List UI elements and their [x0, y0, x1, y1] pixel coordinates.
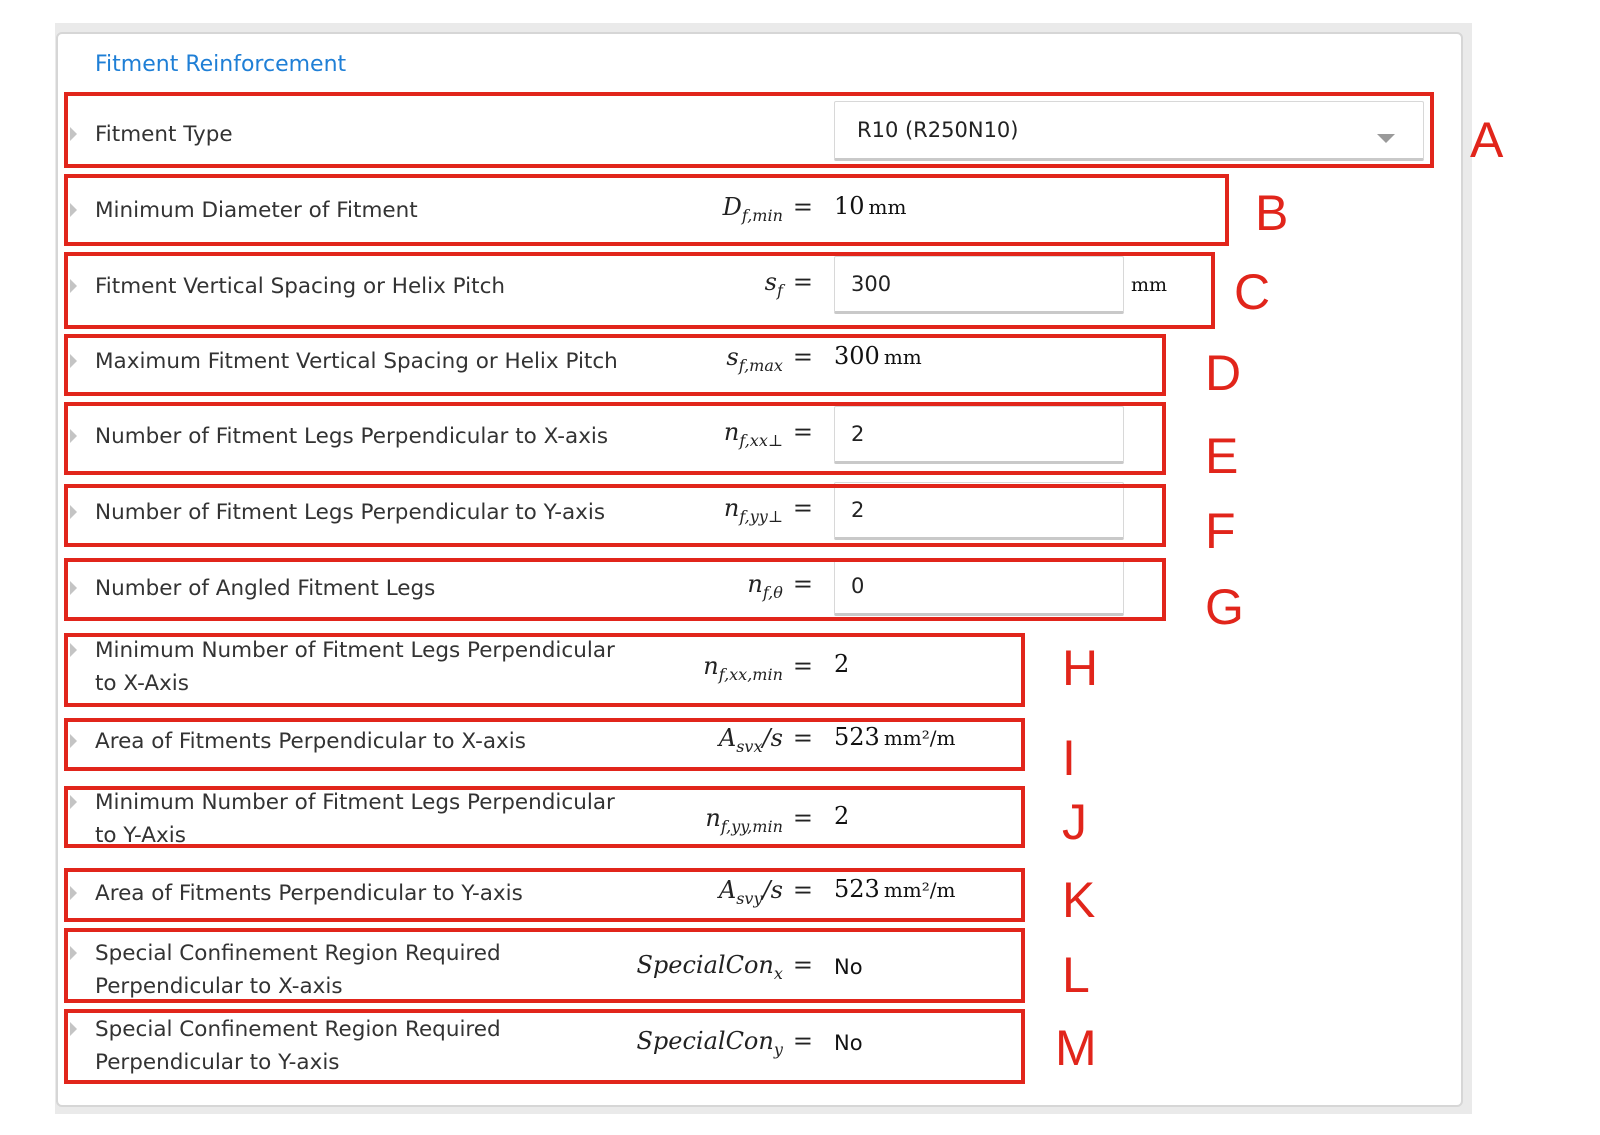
- annotation-letter-k: K: [1062, 872, 1096, 928]
- row-expand-caret-icon[interactable]: [70, 505, 77, 519]
- row-expand-caret-icon[interactable]: [70, 127, 77, 141]
- fitment-type-value: R10 (R250N10): [857, 118, 1019, 142]
- min-legs-x-symbol: $n_{f,xx,min}$ =: [703, 652, 813, 684]
- row-expand-caret-icon[interactable]: [70, 734, 77, 748]
- section-title: Fitment Reinforcement: [95, 52, 347, 77]
- min-diameter-symbol: $D_{f,min}$ =: [722, 193, 813, 225]
- annotation-letter-a: A: [1470, 112, 1504, 168]
- special-x-symbol: SpecialCon$_x$ =: [636, 951, 813, 983]
- min-legs-y-symbol: $n_{f,yy,min}$ =: [705, 804, 813, 836]
- annotation-letter-b: B: [1255, 185, 1289, 241]
- row-expand-caret-icon[interactable]: [70, 581, 77, 595]
- spacing-label: Fitment Vertical Spacing or Helix Pitch: [95, 274, 506, 299]
- legs-angled-symbol: $n_{f,\theta}$ =: [747, 570, 813, 602]
- min-legs-y-value: 2: [834, 802, 850, 830]
- special-y-symbol: SpecialCon$_y$ =: [636, 1027, 813, 1059]
- min-legs-x-label: Minimum Number of Fitment Legs Perpendicular to X-Axis: [95, 638, 615, 696]
- legs-y-label: Number of Fitment Legs Perpendicular to Y-axis: [95, 500, 606, 525]
- row-expand-caret-icon[interactable]: [70, 886, 77, 900]
- max-spacing-label: Maximum Fitment Vertical Spacing or Helix Pitch: [95, 349, 618, 374]
- spacing-unit: mm: [1131, 274, 1168, 296]
- legs-y-input[interactable]: 2: [834, 482, 1124, 540]
- annotation-letter-f: F: [1205, 503, 1236, 559]
- annotation-letter-g: G: [1205, 579, 1244, 635]
- annotation-letter-i: I: [1062, 730, 1076, 786]
- special-y-value: No: [834, 1031, 863, 1055]
- fitment-type-select[interactable]: [834, 101, 1424, 161]
- chevron-down-icon: [1377, 134, 1395, 143]
- row-expand-caret-icon[interactable]: [70, 643, 77, 657]
- annotation-letter-h: H: [1062, 640, 1099, 696]
- legs-x-symbol: $n_{f,xx\perp}$ =: [723, 418, 813, 450]
- row-expand-caret-icon[interactable]: [70, 279, 77, 293]
- max-spacing-value: 300 mm: [834, 342, 922, 370]
- row-expand-caret-icon[interactable]: [70, 795, 77, 809]
- area-x-symbol: $A_{svx}/s$ =: [718, 724, 813, 756]
- area-x-value: 523 mm²/m: [834, 723, 956, 751]
- annotation-letter-m: M: [1055, 1020, 1097, 1076]
- legs-y-symbol: $n_{f,yy\perp}$ =: [723, 494, 813, 526]
- legs-angled-input[interactable]: 0: [834, 558, 1124, 616]
- max-spacing-symbol: $s_{f,max}$ =: [726, 343, 813, 375]
- row-expand-caret-icon[interactable]: [70, 946, 77, 960]
- fitment-type-label: Fitment Type: [95, 122, 233, 147]
- area-y-symbol: $A_{svy}/s$ =: [718, 876, 813, 908]
- row-expand-caret-icon[interactable]: [70, 203, 77, 217]
- annotation-letter-c: C: [1234, 264, 1271, 320]
- row-expand-caret-icon[interactable]: [70, 1022, 77, 1036]
- min-diameter-label: Minimum Diameter of Fitment: [95, 198, 418, 223]
- min-diameter-value: 10 mm: [834, 192, 907, 220]
- area-y-label: Area of Fitments Perpendicular to Y-axis: [95, 881, 523, 906]
- special-x-value: No: [834, 955, 863, 979]
- row-expand-caret-icon[interactable]: [70, 354, 77, 368]
- annotation-letter-e: E: [1205, 428, 1239, 484]
- area-x-label: Area of Fitments Perpendicular to X-axis: [95, 729, 526, 754]
- special-x-label: Special Confinement Region Required Perpendicular to X-axis: [95, 941, 501, 999]
- annotation-letter-j: J: [1062, 794, 1087, 850]
- annotation-letter-l: L: [1062, 947, 1090, 1003]
- special-y-label: Special Confinement Region Required Perpendicular to Y-axis: [95, 1017, 501, 1075]
- area-y-value: 523 mm²/m: [834, 875, 956, 903]
- legs-angled-label: Number of Angled Fitment Legs: [95, 576, 436, 601]
- legs-x-label: Number of Fitment Legs Perpendicular to X-axis: [95, 424, 609, 449]
- min-legs-y-label: Minimum Number of Fitment Legs Perpendicular to Y-Axis: [95, 790, 615, 848]
- spacing-input[interactable]: 300: [834, 256, 1124, 314]
- annotation-letter-d: D: [1205, 345, 1242, 401]
- row-expand-caret-icon[interactable]: [70, 429, 77, 443]
- spacing-symbol: $s_f$ =: [764, 268, 813, 300]
- min-legs-x-value: 2: [834, 650, 850, 678]
- legs-x-input[interactable]: 2: [834, 406, 1124, 464]
